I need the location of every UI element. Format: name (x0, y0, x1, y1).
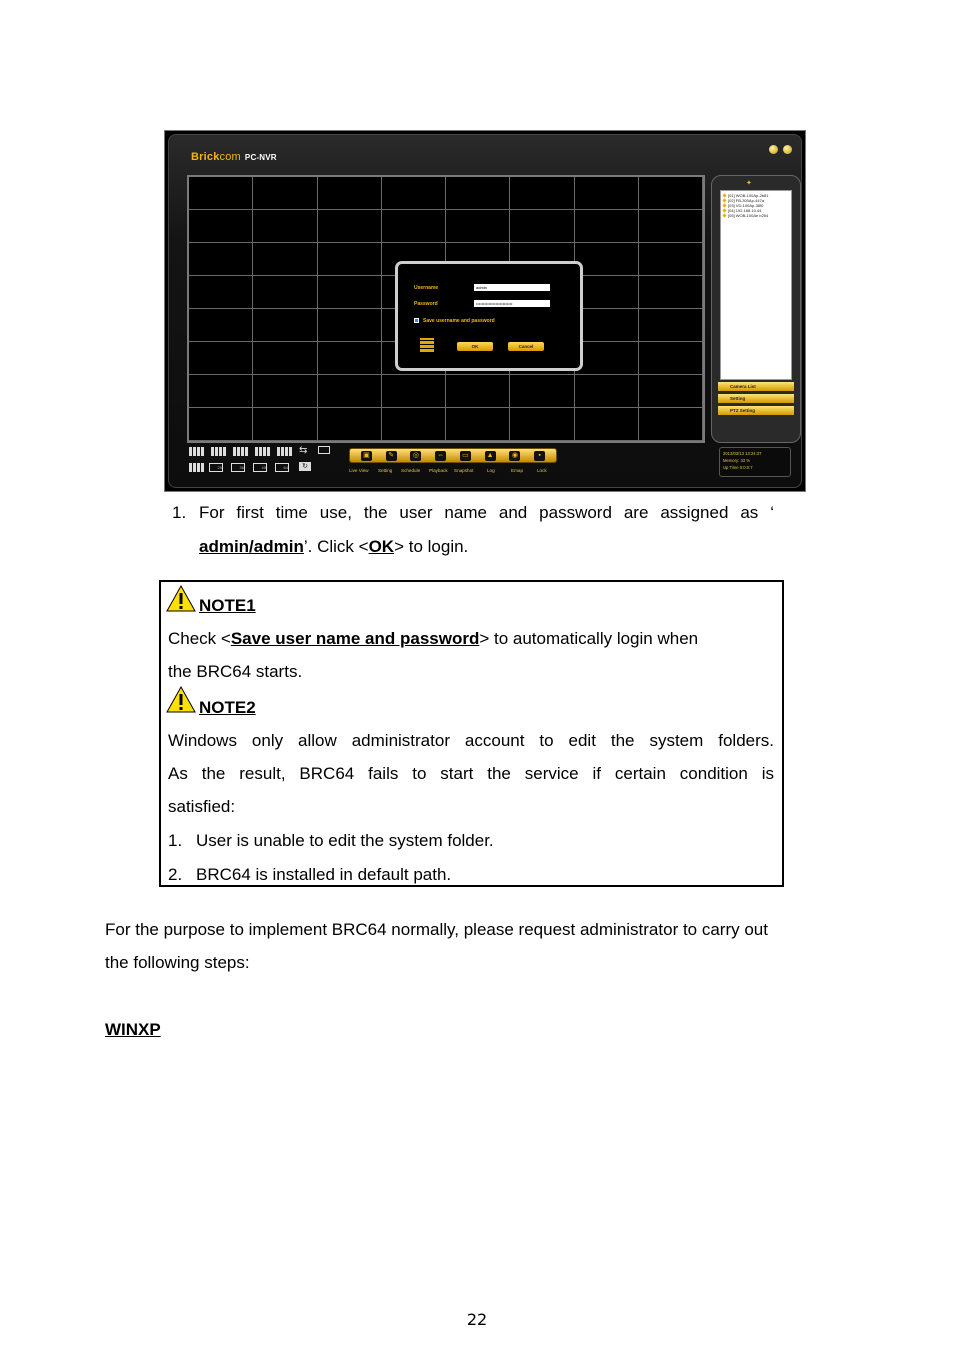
camera-tree-item[interactable]: [01] WOB-100Ap-2b81 (721, 193, 791, 198)
step-1-line2: admin/admin’. Click <OK> to login. (199, 537, 469, 556)
note1-line1: Check <Save user name and password> to automatically login when (168, 629, 699, 648)
login-dialog (395, 261, 583, 371)
paragraph-line2: the following steps: (105, 953, 250, 972)
note1-line2: the BRC64 starts. (168, 662, 303, 681)
tab-setting[interactable]: Setting (718, 394, 794, 403)
paragraph-line1: For the purpose to implement BRC64 normally, please request administrator to carry out (105, 920, 768, 939)
cancel-button[interactable]: Cancel (508, 342, 544, 351)
app-logo: Brickcom PC-NVR (191, 151, 277, 163)
pc-nvr-login-screenshot (164, 130, 806, 492)
note2-line1: Windows only allow administrator account to edit the system folders. (168, 731, 774, 750)
lock-icon (420, 338, 434, 352)
close-icon[interactable] (783, 145, 792, 154)
playback-icon[interactable]: ⇔ (437, 451, 445, 459)
tools-icon[interactable]: ✦ (746, 180, 752, 187)
layout-4x4-icon[interactable] (233, 447, 249, 456)
toolbar-label-schedule[interactable]: Schedule (401, 468, 421, 473)
note2-item-2-text: BRC64 is installed in default path. (196, 865, 452, 884)
toolbar-label-log[interactable]: Log (487, 468, 495, 473)
toolbar-label-playback[interactable]: Playback (429, 468, 448, 473)
status-panel (719, 447, 791, 477)
app-window (168, 134, 802, 488)
save-credentials-checkbox[interactable] (414, 318, 419, 323)
note2-item-2-number: 2. (168, 865, 183, 884)
camera-tree (720, 190, 792, 380)
save-credentials-reference: Save user name and password (230, 629, 480, 648)
toolbar-label-emap[interactable]: Emap (511, 468, 524, 473)
minimize-icon[interactable] (769, 145, 778, 154)
ok-reference: OK (368, 537, 395, 556)
log-icon[interactable]: ▲ (485, 451, 496, 461)
layout-3x3-icon[interactable] (211, 447, 227, 456)
lock-toolbar-icon[interactable]: ▪ (534, 451, 545, 461)
status-uptime: Up Time 0:0:0:7 (723, 465, 753, 470)
note2-item-1-text: User is unable to edit the system folder. (196, 831, 494, 850)
toolbar-label-live-view[interactable]: Live View (349, 468, 369, 473)
note2-line3: satisfied: (168, 797, 236, 816)
toolbar-label-snapshot[interactable]: Snapshot (454, 468, 474, 473)
main-toolbar (349, 448, 557, 463)
fullscreen-icon[interactable]: ⇆ (299, 445, 308, 456)
warning-icon (166, 585, 196, 612)
username-input[interactable]: admin (474, 284, 550, 291)
live-view-icon[interactable]: ▣ (361, 451, 372, 461)
window-icon[interactable] (318, 446, 330, 454)
camera-panel (711, 175, 801, 443)
setting-icon[interactable]: ✎ (386, 451, 397, 461)
schedule-icon[interactable]: ◎ (410, 451, 421, 461)
layout-1plus5-icon[interactable] (255, 447, 271, 456)
warning-icon (166, 686, 196, 713)
status-memory: Memory: 33 % (723, 458, 750, 463)
note2-line2: As the result, BRC64 fails to start the service if certain condition is (168, 764, 774, 783)
layout-36-icon[interactable]: 36 (231, 463, 245, 472)
tab-camera-list[interactable]: Camera List (718, 382, 794, 391)
password-label: Password (414, 301, 438, 307)
note1-title: NOTE1 (199, 596, 256, 615)
note-box (159, 580, 784, 887)
layout-64-icon[interactable]: 64 (275, 463, 289, 472)
refresh-icon[interactable]: ↻ (299, 462, 311, 471)
emap-icon[interactable]: ◉ (509, 451, 520, 461)
layout-25-icon[interactable]: 25 (209, 463, 223, 472)
camera-tree-item[interactable]: [05] WOB-100Ae b254 (721, 213, 791, 218)
toolbar-label-lock[interactable]: Lock (537, 468, 547, 473)
layout-2x2-icon[interactable] (189, 447, 205, 456)
ok-button[interactable]: OK (457, 342, 493, 351)
step-1-number: 1. (172, 503, 187, 522)
toolbar-label-setting[interactable]: Setting (378, 468, 393, 473)
tab-ptz-setting[interactable]: PTZ Setting (718, 406, 794, 415)
app-name: PC-NVR (244, 153, 277, 162)
save-credentials-label: Save username and password (423, 318, 495, 324)
layout-list-icon[interactable] (189, 463, 205, 472)
note2-title: NOTE2 (199, 698, 256, 717)
layout-49-icon[interactable]: 49 (253, 463, 267, 472)
note2-item-1-number: 1. (168, 831, 183, 850)
camera-tree-item[interactable]: [02] FB-300Ap-447a (721, 198, 791, 203)
snapshot-icon[interactable]: ▭ (460, 451, 471, 461)
status-datetime: 2013/03/13 13:24:37 (723, 451, 762, 456)
password-input[interactable]: •••••••••••••••••••••••••• (474, 300, 550, 307)
camera-tree-item[interactable]: [03] VD-100Ap-38f0 (721, 203, 791, 208)
camera-tree-item[interactable]: [04] 192.168.10.44 (721, 208, 791, 213)
page-number: 22 (466, 1310, 488, 1329)
username-label: Username (414, 285, 439, 291)
section-heading: WINXP (105, 1020, 161, 1039)
layout-1plus7-icon[interactable] (277, 447, 293, 456)
step-1-line1: For first time use, the user name and password are assigned as ‘ (199, 503, 774, 522)
default-credentials: admin/admin (199, 537, 304, 556)
